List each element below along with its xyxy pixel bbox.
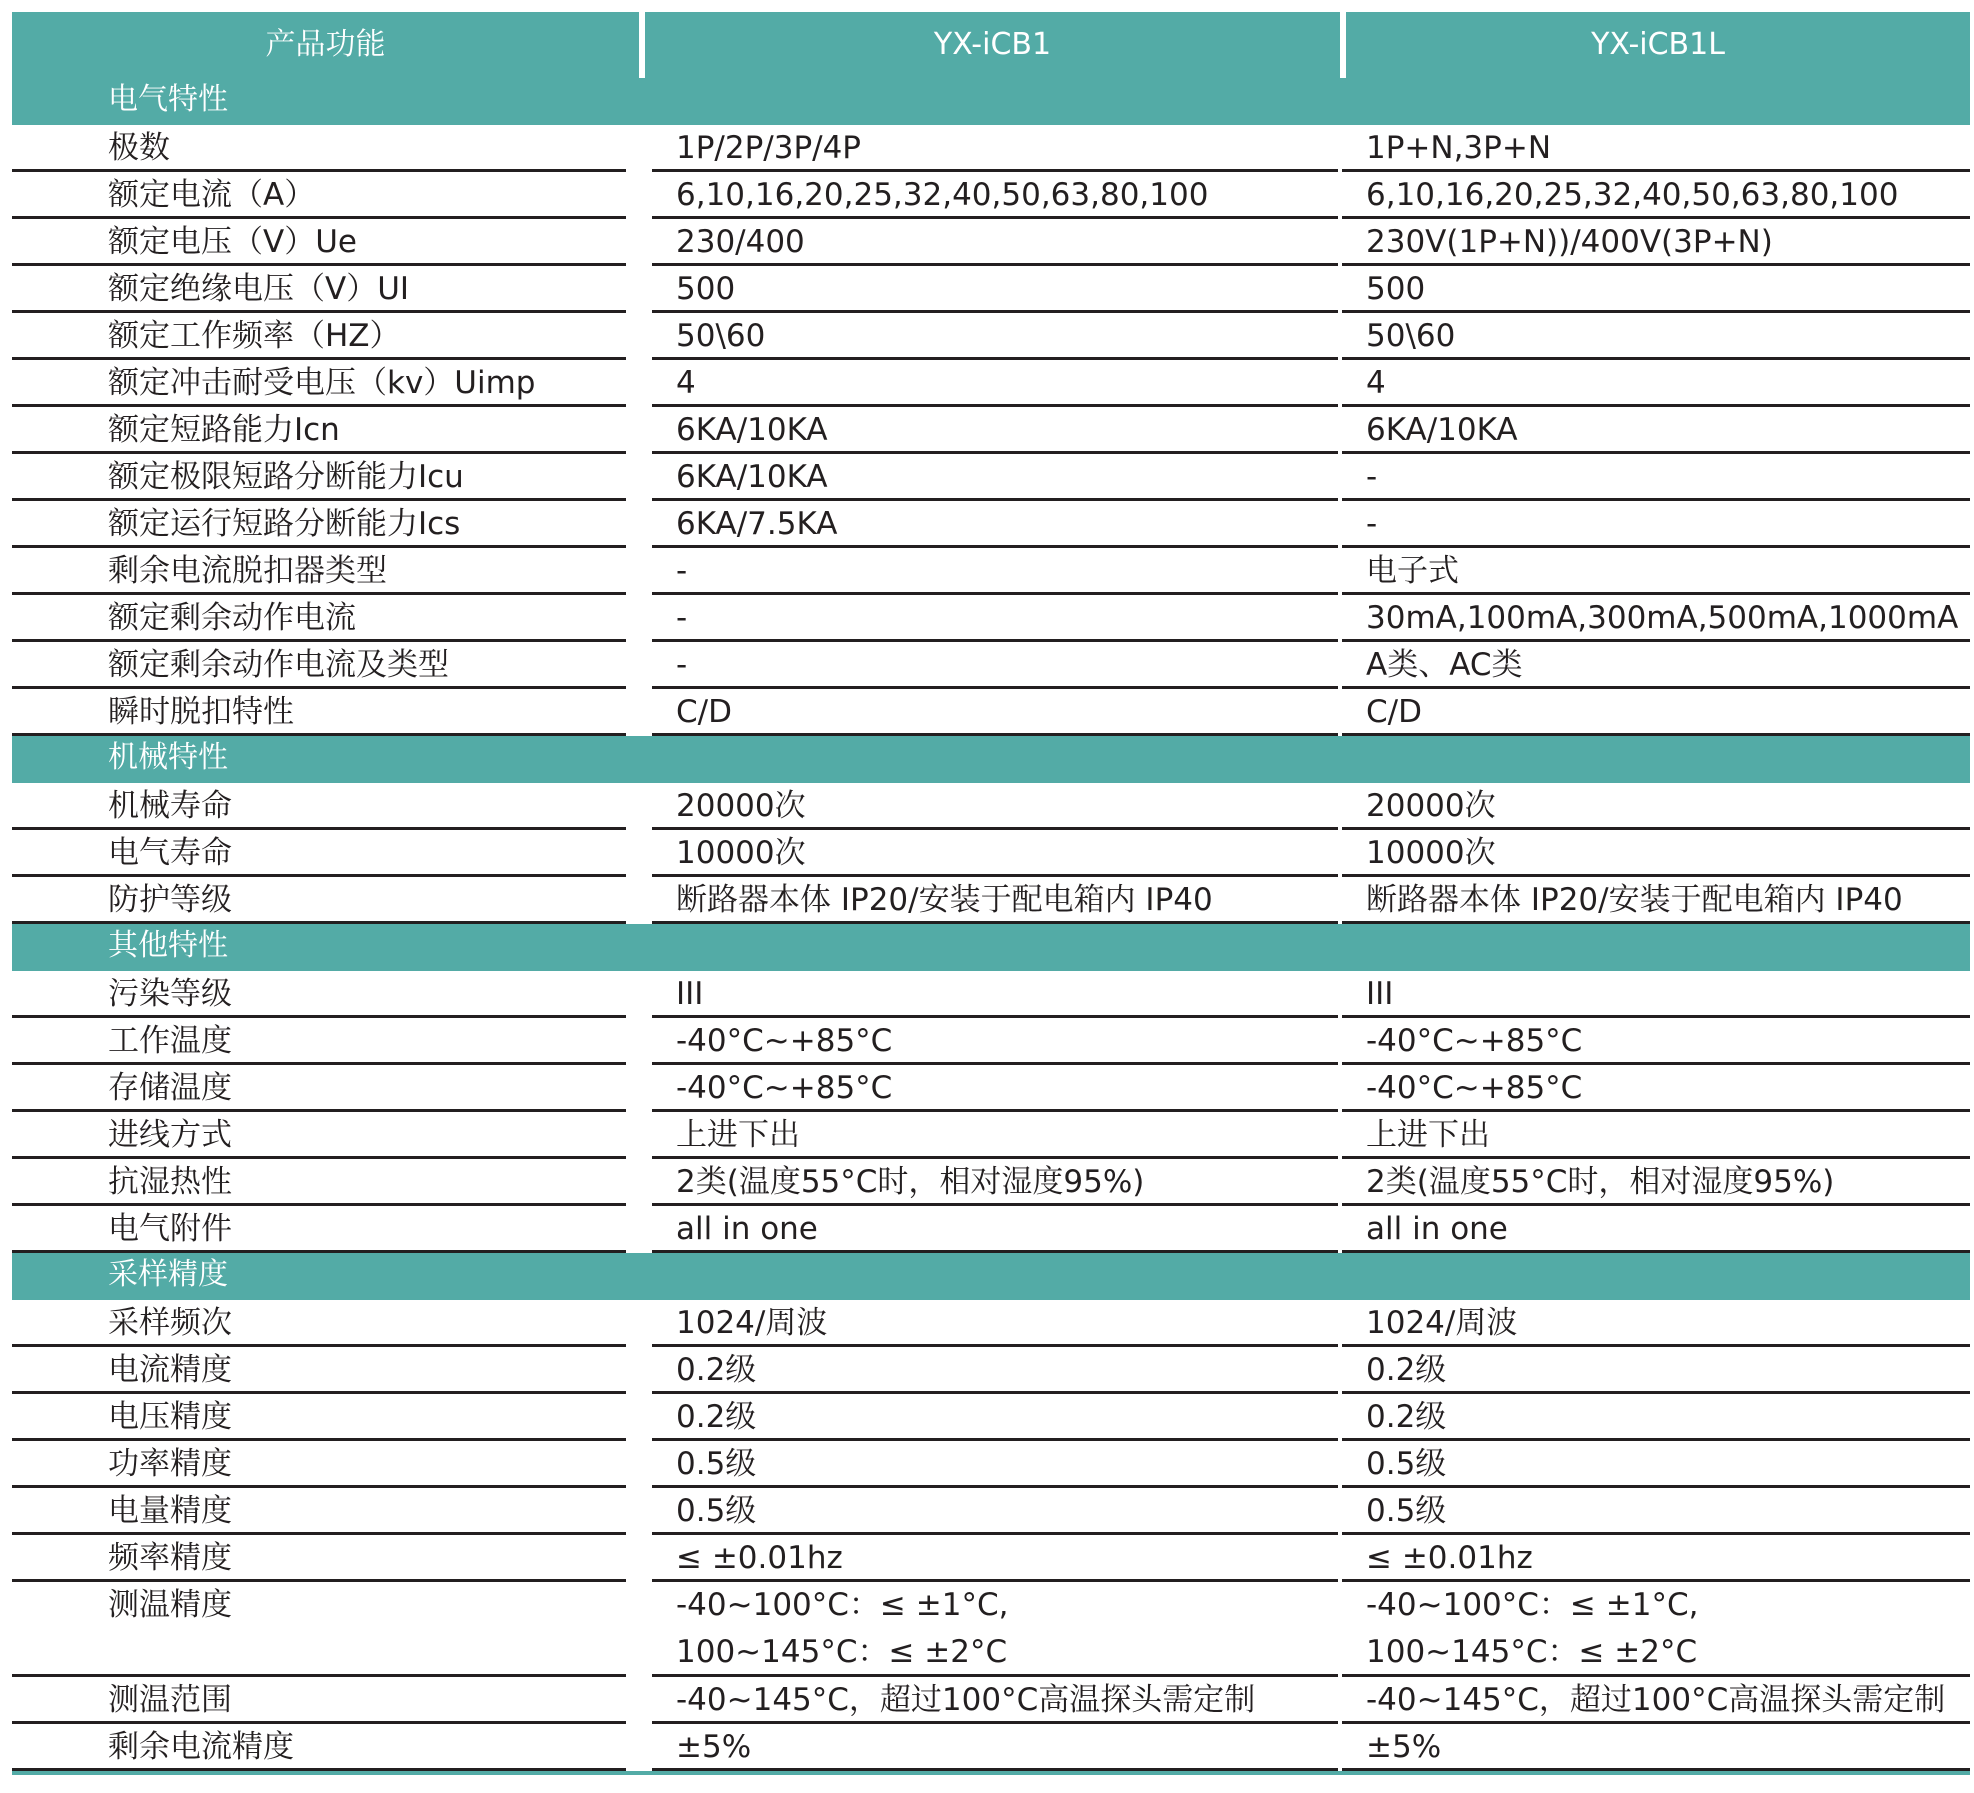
header-product-function: 产品功能	[12, 12, 639, 78]
cell-yx-icb1: 断路器本体 IP20/安装于配电箱内 IP40	[652, 877, 1338, 924]
cell-yx-icb1l: 断路器本体 IP20/安装于配电箱内 IP40	[1342, 877, 1970, 924]
row-label: 频率精度	[12, 1535, 626, 1582]
row-label: 额定极限短路分断能力Icu	[12, 454, 626, 501]
cell-yx-icb1l: III	[1342, 971, 1970, 1018]
table-row	[12, 1488, 1970, 1535]
cell-yx-icb1l: 50\60	[1342, 313, 1970, 360]
cell-yx-icb1l: 500	[1342, 266, 1970, 313]
cell-yx-icb1l: -	[1342, 501, 1970, 548]
cell-yx-icb1: -	[652, 548, 1338, 595]
cell-yx-icb1l: -40~145°C，超过100°C高温探头需定制	[1342, 1677, 1970, 1724]
table-header	[12, 12, 1970, 78]
table-row	[12, 172, 1970, 219]
row-label: 额定剩余动作电流及类型	[12, 642, 626, 689]
header-yx-icb1l: YX-iCB1L	[1346, 12, 1970, 78]
table-row	[12, 1300, 1970, 1347]
cell-yx-icb1l: 0.2级	[1342, 1394, 1970, 1441]
row-label: 污染等级	[12, 971, 626, 1018]
cell-yx-icb1: 10000次	[652, 830, 1338, 877]
table-row	[12, 1347, 1970, 1394]
cell-line: -40~100°C：≤ ±1°C,	[676, 1587, 1009, 1623]
cell-yx-icb1l: 上进下出	[1342, 1112, 1970, 1159]
table-row	[12, 595, 1970, 642]
cell-yx-icb1l: C/D	[1342, 689, 1970, 736]
cell-yx-icb1l	[1342, 1582, 1970, 1677]
cell-yx-icb1	[652, 1582, 1338, 1677]
table-row	[12, 783, 1970, 830]
section-header: 采样精度	[12, 1253, 1970, 1300]
row-label: 电流精度	[12, 1347, 626, 1394]
cell-yx-icb1: -40~145°C，超过100°C高温探头需定制	[652, 1677, 1338, 1724]
row-label: 电量精度	[12, 1488, 626, 1535]
row-label: 电气附件	[12, 1206, 626, 1253]
cell-yx-icb1: -	[652, 595, 1338, 642]
cell-yx-icb1: ≤ ±0.01hz	[652, 1535, 1338, 1582]
cell-yx-icb1l: ±5%	[1342, 1724, 1970, 1771]
row-label: 额定工作频率（HZ）	[12, 313, 626, 360]
table-row	[12, 125, 1970, 172]
header-yx-icb1: YX-iCB1	[645, 12, 1340, 78]
cell-yx-icb1: -	[652, 642, 1338, 689]
table-row	[12, 830, 1970, 877]
table-row	[12, 1206, 1970, 1253]
cell-yx-icb1: 500	[652, 266, 1338, 313]
section-header: 机械特性	[12, 736, 1970, 783]
table-row	[12, 877, 1970, 924]
cell-yx-icb1l: 20000次	[1342, 783, 1970, 830]
cell-line: 100~145°C：≤ ±2°C	[676, 1634, 1008, 1670]
row-label: 进线方式	[12, 1112, 626, 1159]
cell-yx-icb1: 230/400	[652, 219, 1338, 266]
cell-yx-icb1l: 0.5级	[1342, 1488, 1970, 1535]
row-label: 抗湿热性	[12, 1159, 626, 1206]
cell-yx-icb1l: -40°C~+85°C	[1342, 1065, 1970, 1112]
cell-yx-icb1l: 4	[1342, 360, 1970, 407]
cell-yx-icb1l: 0.2级	[1342, 1347, 1970, 1394]
cell-yx-icb1: 0.2级	[652, 1394, 1338, 1441]
table-row	[12, 501, 1970, 548]
row-label: 额定电流（A）	[12, 172, 626, 219]
row-label: 额定运行短路分断能力Ics	[12, 501, 626, 548]
row-label: 极数	[12, 125, 626, 172]
spec-table	[12, 12, 1970, 1775]
cell-yx-icb1: -40°C~+85°C	[652, 1065, 1338, 1112]
cell-yx-icb1l: 0.5级	[1342, 1441, 1970, 1488]
row-label: 采样频次	[12, 1300, 626, 1347]
row-label: 额定电压（V）Ue	[12, 219, 626, 266]
table-row	[12, 219, 1970, 266]
cell-yx-icb1: 50\60	[652, 313, 1338, 360]
cell-yx-icb1l: 1024/周波	[1342, 1300, 1970, 1347]
table-row	[12, 548, 1970, 595]
cell-yx-icb1l: 10000次	[1342, 830, 1970, 877]
cell-yx-icb1: 0.5级	[652, 1488, 1338, 1535]
cell-line: -40~100°C：≤ ±1°C,	[1366, 1587, 1699, 1623]
table-row	[12, 971, 1970, 1018]
table-row	[12, 1441, 1970, 1488]
table-row	[12, 313, 1970, 360]
row-label: 电气寿命	[12, 830, 626, 877]
row-label: 额定剩余动作电流	[12, 595, 626, 642]
cell-yx-icb1: -40°C~+85°C	[652, 1018, 1338, 1065]
row-label: 剩余电流精度	[12, 1724, 626, 1771]
row-label: 电压精度	[12, 1394, 626, 1441]
cell-yx-icb1l: 1P+N,3P+N	[1342, 125, 1970, 172]
cell-yx-icb1: 1024/周波	[652, 1300, 1338, 1347]
table-row	[12, 1724, 1970, 1771]
row-label: 额定绝缘电压（V）UI	[12, 266, 626, 313]
cell-yx-icb1l: 6KA/10KA	[1342, 407, 1970, 454]
table-row	[12, 1065, 1970, 1112]
row-label: 额定冲击耐受电压（kv）Uimp	[12, 360, 626, 407]
cell-yx-icb1l: 30mA,100mA,300mA,500mA,1000mA	[1342, 595, 1970, 642]
table-bottom-rule	[12, 1771, 1970, 1775]
row-label: 测温精度	[12, 1582, 626, 1677]
row-label: 瞬时脱扣特性	[12, 689, 626, 736]
cell-yx-icb1l: A类、AC类	[1342, 642, 1970, 689]
table-row	[12, 1018, 1970, 1065]
cell-yx-icb1: C/D	[652, 689, 1338, 736]
table-row	[12, 407, 1970, 454]
table-row	[12, 1159, 1970, 1206]
row-label: 功率精度	[12, 1441, 626, 1488]
cell-yx-icb1l: all in one	[1342, 1206, 1970, 1253]
cell-yx-icb1: 2类(温度55°C时，相对湿度95%)	[652, 1159, 1338, 1206]
cell-yx-icb1: 6,10,16,20,25,32,40,50,63,80,100	[652, 172, 1338, 219]
cell-yx-icb1l: -40°C~+85°C	[1342, 1018, 1970, 1065]
cell-yx-icb1: III	[652, 971, 1338, 1018]
cell-yx-icb1: 4	[652, 360, 1338, 407]
section-header: 电气特性	[12, 78, 1970, 125]
table-row	[12, 689, 1970, 736]
cell-yx-icb1l: ≤ ±0.01hz	[1342, 1535, 1970, 1582]
cell-yx-icb1: 0.2级	[652, 1347, 1338, 1394]
table-row	[12, 266, 1970, 313]
table-row	[12, 1535, 1970, 1582]
table-row	[12, 642, 1970, 689]
table-row	[12, 1677, 1970, 1724]
row-label: 额定短路能力Icn	[12, 407, 626, 454]
cell-yx-icb1: ±5%	[652, 1724, 1338, 1771]
cell-yx-icb1: 6KA/10KA	[652, 407, 1338, 454]
row-label: 存储温度	[12, 1065, 626, 1112]
table-row	[12, 360, 1970, 407]
cell-yx-icb1l: 2类(温度55°C时，相对湿度95%)	[1342, 1159, 1970, 1206]
cell-yx-icb1l: 6,10,16,20,25,32,40,50,63,80,100	[1342, 172, 1970, 219]
cell-yx-icb1l: -	[1342, 454, 1970, 501]
row-label: 工作温度	[12, 1018, 626, 1065]
cell-yx-icb1: all in one	[652, 1206, 1338, 1253]
cell-yx-icb1: 上进下出	[652, 1112, 1338, 1159]
table-row	[12, 1582, 1970, 1677]
cell-yx-icb1: 6KA/7.5KA	[652, 501, 1338, 548]
row-label: 测温范围	[12, 1677, 626, 1724]
cell-yx-icb1: 20000次	[652, 783, 1338, 830]
cell-yx-icb1l: 230V(1P+N))/400V(3P+N)	[1342, 219, 1970, 266]
row-label: 机械寿命	[12, 783, 626, 830]
table-row	[12, 1394, 1970, 1441]
table-row	[12, 1112, 1970, 1159]
table-row	[12, 454, 1970, 501]
cell-yx-icb1: 0.5级	[652, 1441, 1338, 1488]
section-header: 其他特性	[12, 924, 1970, 971]
row-label: 防护等级	[12, 877, 626, 924]
cell-yx-icb1: 6KA/10KA	[652, 454, 1338, 501]
cell-line: 100~145°C：≤ ±2°C	[1366, 1634, 1698, 1670]
cell-yx-icb1l: 电子式	[1342, 548, 1970, 595]
table-body	[12, 78, 1970, 1771]
cell-yx-icb1: 1P/2P/3P/4P	[652, 125, 1338, 172]
row-label: 剩余电流脱扣器类型	[12, 548, 626, 595]
